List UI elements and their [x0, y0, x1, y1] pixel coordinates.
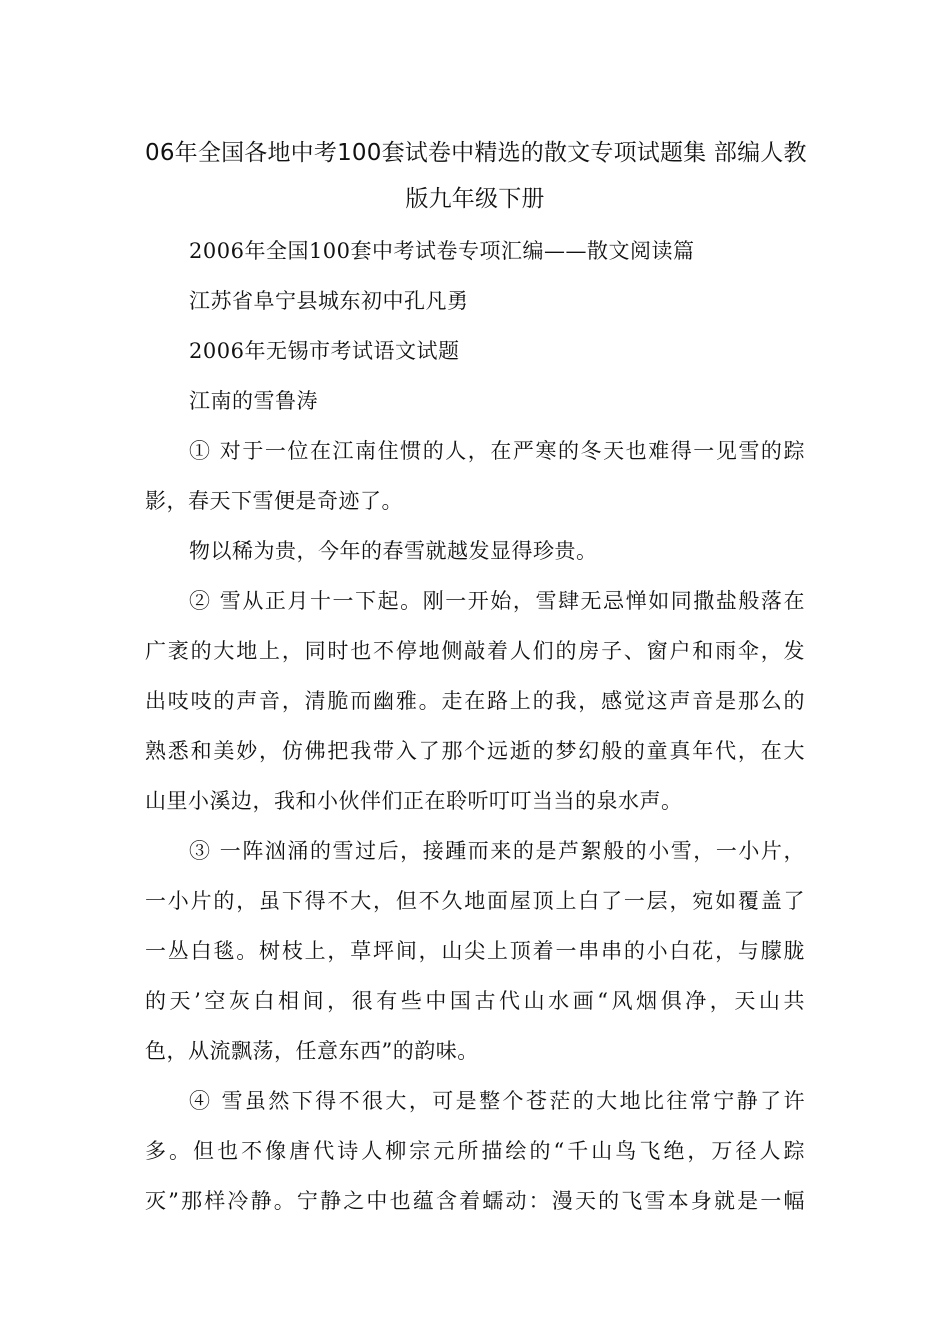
- title-line: 06年全国各地中考100套试卷中精选的散文专项试题集 部编人教: [145, 140, 807, 166]
- text-line: 灭”那样冷静。宁静之中也蕴含着蠕动：漫天的飞雪本身就是一幅: [145, 1189, 805, 1213]
- text-line: 2006年全国100套中考试卷专项汇编——散文阅读篇: [189, 239, 695, 263]
- text-line: ① 对于一位在江南住惯的人，在严寒的冬天也难得一见雪的踪: [189, 439, 805, 463]
- text-line: 江苏省阜宁县城东初中孔凡勇: [189, 289, 469, 313]
- title-line: 版九年级下册: [405, 186, 545, 212]
- text-line: ③ 一阵汹涌的雪过后，接踵而来的是芦絮般的小雪，一小片，: [189, 839, 805, 863]
- text-line: 山里小溪边，我和小伙伴们正在聆听叮叮当当的泉水声。: [145, 789, 683, 813]
- text-line: 的天’空灰白相间，很有些中国古代山水画“风烟俱净，天山共: [145, 989, 805, 1013]
- text-line: 广袤的大地上，同时也不停地侧敲着人们的房子、窗户和雨伞，发: [145, 639, 805, 663]
- paragraph-2: [145, 576, 805, 826]
- text-line: 多。但也不像唐代诗人柳宗元所描绘的“千山鸟飞绝，万径人踪: [145, 1139, 805, 1163]
- text-line: 物以稀为贵，今年的春雪就越发显得珍贵。: [189, 539, 598, 563]
- text-line: ② 雪从正月十一下起。刚一开始，雪肆无忌惮如同撒盐般落在: [189, 589, 805, 613]
- essay-title-paragraph: [145, 376, 805, 426]
- paragraph-4: [145, 1076, 805, 1226]
- text-line: 熟悉和美妙，仿佛把我带入了那个远逝的梦幻般的童真年代，在大: [145, 739, 805, 763]
- text-line: 2006年无锡市考试语文试题: [189, 339, 460, 363]
- paragraph-3: [145, 826, 805, 1076]
- text-line: 影，春天下雪便是奇迹了。: [145, 489, 403, 513]
- paragraph-1: [145, 426, 805, 526]
- paragraph-rarity: [145, 526, 805, 576]
- text-line: 出吱吱的声音，清脆而幽雅。走在路上的我，感觉这声音是那么的: [145, 689, 805, 713]
- text-line: 一丛白毯。树枝上，草坪间，山尖上顶着一串串的小白花，与朦胧: [145, 939, 805, 963]
- text-line: 江南的雪鲁涛: [189, 389, 318, 413]
- exam-name-paragraph: [145, 326, 805, 376]
- text-line: 一小片的，虽下得不大，但不久地面屋顶上白了一层，宛如覆盖了: [145, 889, 805, 913]
- text-line: ④ 雪虽然下得不很大，可是整个苍茫的大地比往常宁静了许: [189, 1089, 805, 1113]
- author-paragraph: [145, 276, 805, 326]
- subtitle-paragraph: [145, 226, 805, 276]
- document-title: [145, 130, 805, 222]
- text-line: 色，从流飘荡，任意东西”的韵味。: [145, 1039, 479, 1063]
